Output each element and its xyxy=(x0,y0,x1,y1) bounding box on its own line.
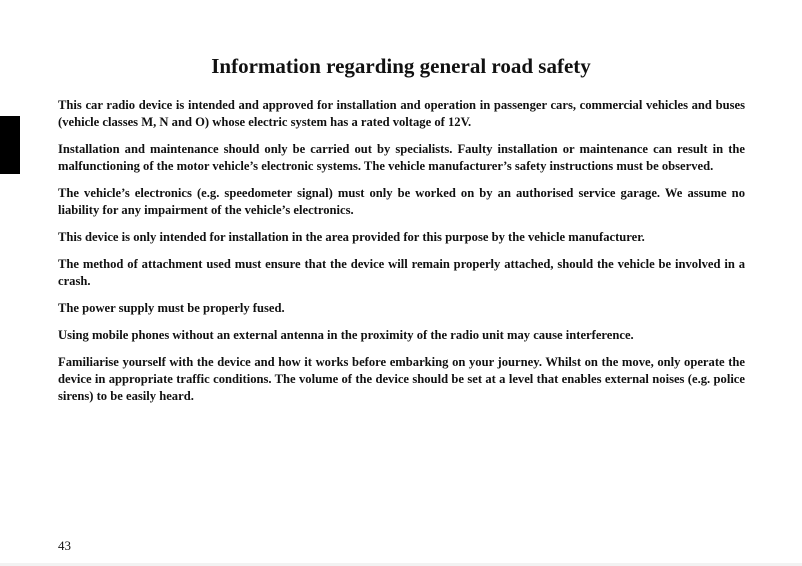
paragraph-power-supply: The power supply must be properly fused. xyxy=(58,301,285,315)
paragraph-intended-use: This car radio device is intended and approved for installation and operation in passenger cars, commercial vehicles and buses (vehicle classes M, N and O) whose electric system has a rated voltage of 12V. xyxy=(58,98,745,129)
paragraph-mobile-phones: Using mobile phones without an external antenna in the proximity of the radio unit may cause interference. xyxy=(58,328,634,342)
page-number: 43 xyxy=(58,538,71,553)
paragraph-installation: Installation and maintenance should only be carried out by specialists. Faulty installation or maintenance can result in the malfunctioning of the motor vehicle’s electronic systems. The vehicle manufacturer’s safety instructions must be observed. xyxy=(58,142,745,173)
document-body xyxy=(58,97,745,415)
paragraph-electronics: The vehicle’s electronics (e.g. speedometer signal) must only be worked on by an authorised service garage. We assume no liability for any impairment of the vehicle’s electronics. xyxy=(58,186,745,217)
page-title: Information regarding general road safety xyxy=(211,54,591,78)
paragraph-attachment: The method of attachment used must ensure that the device will remain properly attached, should the vehicle be involved in a crash. xyxy=(58,257,745,288)
paragraph-familiarise: Familiarise yourself with the device and how it works before embarking on your journey. Whilst on the move, only operate the device in appropriate traffic conditions. The volume of the device should be set at a level that enables external noises (e.g. police sirens) to be easily heard. xyxy=(58,355,745,403)
chapter-tab-marker xyxy=(0,116,20,174)
paragraph-installation-area: This device is only intended for installation in the area provided for this purpose by the vehicle manufacturer. xyxy=(58,230,645,244)
